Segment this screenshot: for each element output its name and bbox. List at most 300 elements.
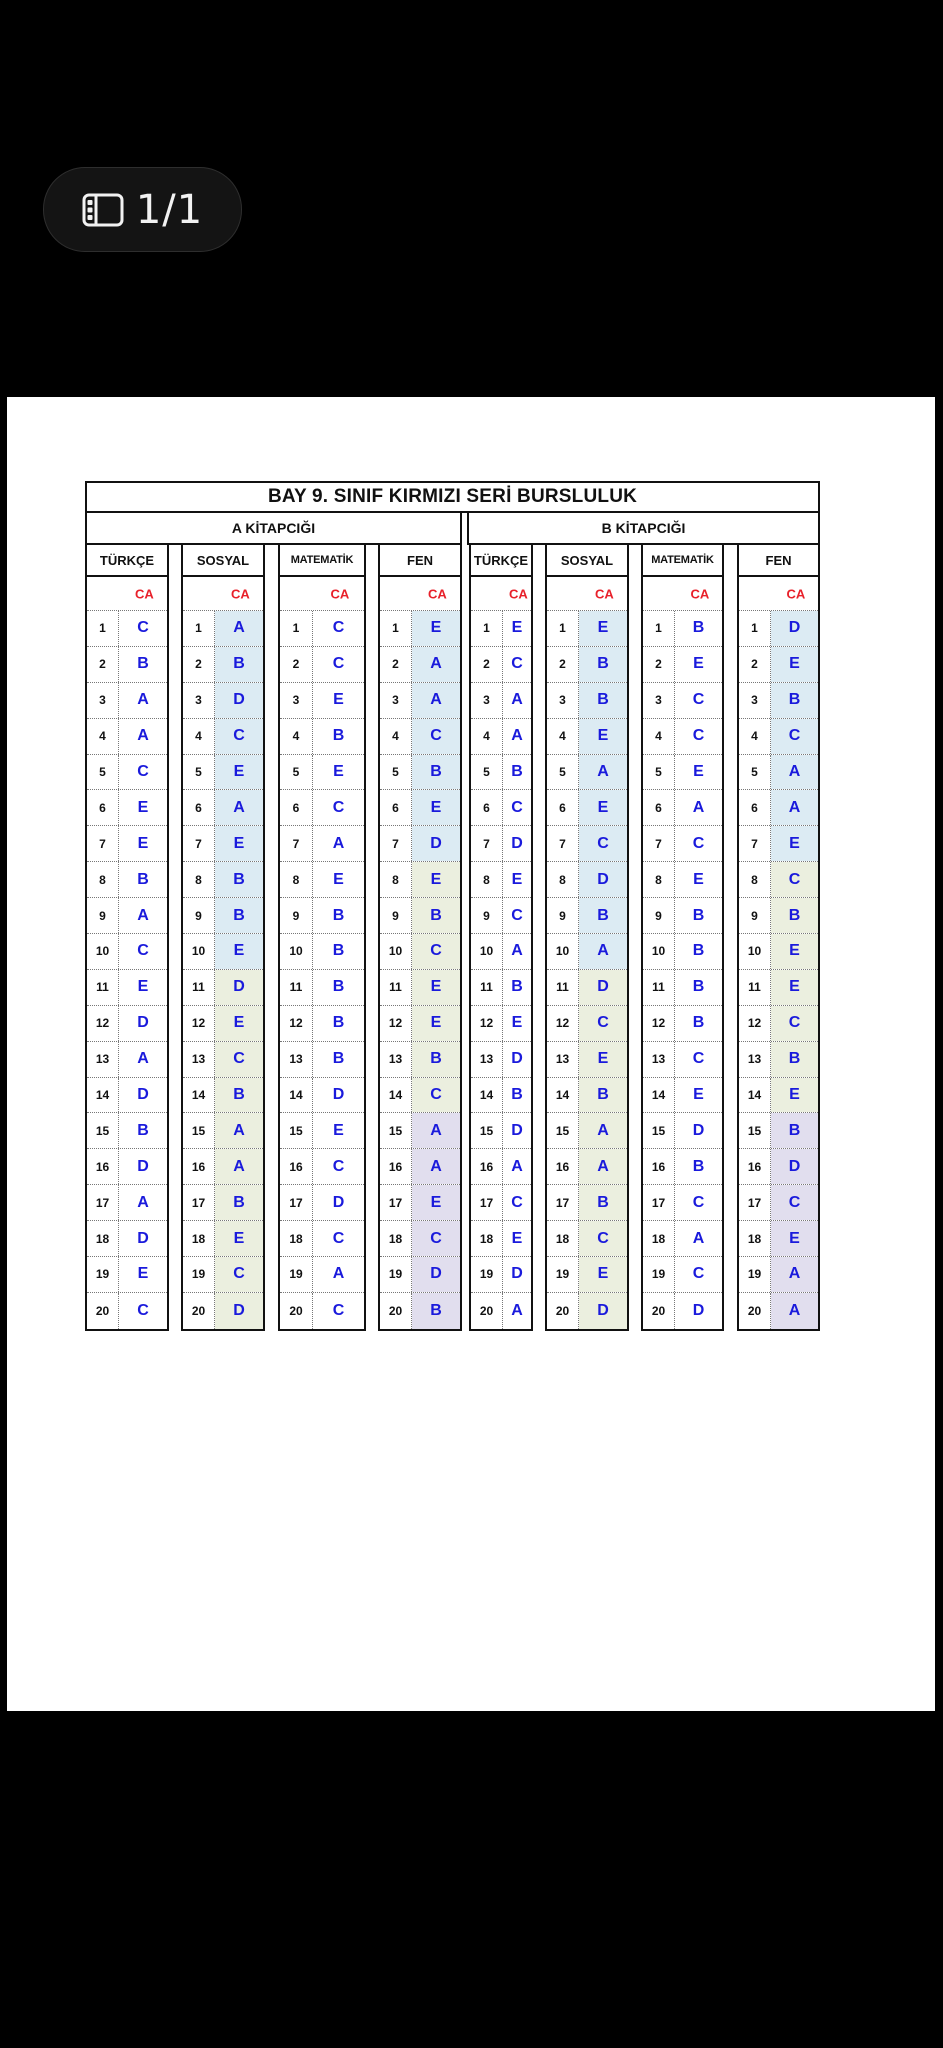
question-number: 6 (643, 790, 675, 825)
question-number: 12 (739, 1006, 771, 1041)
answer-row (739, 790, 818, 826)
question-number: 20 (87, 1293, 119, 1329)
question-number: 13 (643, 1042, 675, 1077)
answer-value: C (215, 1042, 263, 1077)
question-number: 1 (87, 611, 119, 646)
answer-value: B (332, 727, 345, 745)
answer-value: C (579, 826, 627, 861)
question-number: 6 (739, 790, 771, 825)
question-number: 20 (380, 1293, 412, 1329)
answer-value: A (692, 798, 705, 816)
answer-value: A (511, 691, 523, 709)
answer-label: CA (690, 586, 710, 601)
question-number: 9 (739, 898, 771, 933)
question-number: 2 (547, 647, 579, 682)
question-number: 20 (739, 1293, 771, 1329)
question-number: 7 (87, 826, 119, 861)
answer-row (87, 1006, 167, 1042)
question-number: 16 (643, 1149, 675, 1184)
question-number: 9 (280, 898, 313, 933)
answer-value: C (511, 655, 523, 673)
page-list-icon (82, 193, 124, 227)
answer-value: B (771, 683, 818, 718)
answer-row (471, 826, 531, 862)
answer-row (643, 826, 722, 862)
question-number: 12 (643, 1006, 675, 1041)
answer-value: B (579, 647, 627, 682)
answer-value: C (215, 719, 263, 754)
answer-label-row (87, 577, 167, 611)
booklet-a-header: A KİTAPCIĞI (85, 511, 462, 545)
question-number: 6 (183, 790, 215, 825)
question-number: 13 (380, 1042, 412, 1077)
answer-value: D (511, 1121, 523, 1139)
question-number: 1 (643, 611, 675, 646)
question-number: 17 (280, 1185, 313, 1220)
question-number: 9 (643, 898, 675, 933)
question-number: 11 (380, 970, 412, 1005)
answer-value: A (412, 1113, 460, 1148)
answer-row (643, 970, 722, 1006)
question-number: 14 (280, 1078, 313, 1113)
answer-row (643, 898, 722, 934)
answer-row (643, 1078, 722, 1114)
answer-value: B (692, 1157, 705, 1175)
answer-value: E (333, 1121, 344, 1139)
answer-row (280, 1006, 364, 1042)
answer-row (183, 1078, 263, 1114)
question-number: 1 (547, 611, 579, 646)
answer-row (183, 1257, 263, 1293)
answer-label-row (183, 577, 263, 611)
answer-row (380, 1185, 460, 1221)
answer-row (739, 826, 818, 862)
answer-value: E (579, 790, 627, 825)
answer-value: E (137, 834, 149, 852)
answer-value: D (511, 1265, 523, 1283)
answer-value: B (692, 619, 705, 637)
answer-value: C (771, 719, 818, 754)
question-number: 10 (280, 934, 313, 969)
answer-row (471, 755, 531, 791)
answer-value: E (333, 763, 344, 780)
answer-value: C (771, 1185, 818, 1220)
question-number: 4 (183, 719, 215, 754)
answer-value: B (771, 1113, 818, 1148)
answer-row (739, 1042, 818, 1078)
question-number: 2 (471, 647, 503, 682)
question-number: 15 (643, 1113, 675, 1148)
answer-row (183, 1006, 263, 1042)
answer-row (471, 611, 531, 647)
answer-row (87, 862, 167, 898)
subject-header: MATEMATİK (643, 545, 722, 577)
answer-value: C (412, 1221, 460, 1256)
answer-row (471, 970, 531, 1006)
answer-value: B (137, 1121, 149, 1139)
answer-value: E (215, 755, 263, 790)
answer-value: A (412, 683, 460, 718)
question-number: 8 (547, 862, 579, 897)
answer-value: C (137, 619, 149, 637)
question-number: 18 (380, 1221, 412, 1256)
answer-row (739, 1006, 818, 1042)
question-number: 2 (643, 647, 675, 682)
answer-value: C (771, 1006, 818, 1041)
answer-label: CA (330, 586, 350, 601)
answer-row (547, 719, 627, 755)
answer-value: E (412, 611, 460, 646)
answer-row (739, 683, 818, 719)
answer-row (183, 790, 263, 826)
answer-row (380, 826, 460, 862)
answer-row (643, 683, 722, 719)
answer-row (643, 719, 722, 755)
answer-row (87, 934, 167, 970)
answer-value: A (412, 1149, 460, 1184)
answer-value: A (215, 1149, 263, 1184)
answer-value: E (693, 763, 704, 780)
question-number: 5 (547, 755, 579, 790)
answer-value: D (771, 1149, 818, 1184)
answer-value: C (332, 1301, 345, 1319)
answer-row (643, 862, 722, 898)
answer-value: A (579, 1113, 627, 1148)
answer-value: A (137, 1193, 149, 1211)
answer-row (471, 1185, 531, 1221)
answer-value: D (215, 683, 263, 718)
subject-header: TÜRKÇE (471, 545, 531, 577)
answer-value: A (332, 1265, 345, 1283)
answer-row (739, 1293, 818, 1329)
answer-value: A (332, 834, 345, 852)
answer-value: B (137, 870, 149, 888)
question-number: 2 (183, 647, 215, 682)
question-number: 15 (87, 1113, 119, 1148)
answer-value: D (412, 826, 460, 861)
answer-value: E (511, 1229, 523, 1247)
question-number: 2 (87, 647, 119, 682)
question-number: 6 (547, 790, 579, 825)
answer-row (280, 1042, 364, 1078)
answer-value: C (692, 1193, 705, 1211)
answer-row (87, 719, 167, 755)
question-number: 4 (280, 719, 313, 754)
question-number: 16 (87, 1149, 119, 1184)
answer-value: E (579, 611, 627, 646)
question-number: 5 (739, 755, 771, 790)
question-number: 3 (380, 683, 412, 718)
subject-header: FEN (380, 545, 460, 577)
answer-row (739, 719, 818, 755)
question-number: 6 (471, 790, 503, 825)
answer-row (183, 1113, 263, 1149)
answer-value: E (511, 619, 523, 637)
answer-value: D (137, 1086, 149, 1104)
question-number: 18 (739, 1221, 771, 1256)
answer-row (380, 1293, 460, 1329)
answer-value: D (692, 1121, 705, 1139)
question-number: 17 (739, 1185, 771, 1220)
answer-row (280, 1078, 364, 1114)
answer-row (280, 719, 364, 755)
answer-label: CA (509, 586, 528, 601)
question-number: 10 (380, 934, 412, 969)
question-number: 4 (739, 719, 771, 754)
answer-value: E (137, 1265, 149, 1283)
subject-header: MATEMATİK (280, 545, 364, 577)
answer-value: A (215, 1113, 263, 1148)
answer-row (643, 1042, 722, 1078)
answer-value: C (511, 906, 523, 924)
question-number: 6 (87, 790, 119, 825)
answer-row (471, 1221, 531, 1257)
question-number: 17 (547, 1185, 579, 1220)
question-number: 8 (739, 862, 771, 897)
question-number: 12 (280, 1006, 313, 1041)
answer-row (183, 683, 263, 719)
question-number: 10 (547, 934, 579, 969)
answer-row (547, 1293, 627, 1329)
answer-value: D (215, 1293, 263, 1329)
answer-label-row (471, 577, 531, 611)
answer-row (643, 1006, 722, 1042)
answer-row (280, 826, 364, 862)
subject-block-b-2 (641, 543, 724, 1331)
answer-value: B (332, 1014, 345, 1032)
answer-row (280, 611, 364, 647)
answer-value: E (333, 691, 344, 709)
answer-value: E (412, 1185, 460, 1220)
question-number: 18 (547, 1221, 579, 1256)
question-number: 10 (471, 934, 503, 969)
question-number: 20 (280, 1293, 313, 1329)
answer-row (471, 1006, 531, 1042)
answer-row (183, 1221, 263, 1257)
answer-value: B (692, 1014, 705, 1032)
answer-row (183, 719, 263, 755)
answer-label-row (643, 577, 722, 611)
answer-row (739, 1221, 818, 1257)
sheet-title: BAY 9. SINIF KIRMIZI SERİ BURSLULUK (85, 481, 820, 513)
answer-row (739, 1113, 818, 1149)
answer-row (280, 1113, 364, 1149)
question-number: 15 (471, 1113, 503, 1148)
answer-value: C (332, 1229, 345, 1247)
question-number: 5 (87, 755, 119, 790)
answer-value: A (511, 1301, 523, 1319)
answer-row (380, 790, 460, 826)
question-number: 1 (739, 611, 771, 646)
question-number: 13 (280, 1042, 313, 1077)
question-number: 18 (471, 1221, 503, 1256)
question-number: 13 (471, 1042, 503, 1077)
answer-row (183, 934, 263, 970)
answer-row (280, 1293, 364, 1329)
answer-row (87, 826, 167, 862)
question-number: 2 (280, 647, 313, 682)
question-number: 5 (643, 755, 675, 790)
answer-value: B (332, 906, 345, 924)
answer-row (471, 1042, 531, 1078)
question-number: 19 (87, 1257, 119, 1292)
question-number: 3 (87, 683, 119, 718)
question-number: 9 (471, 898, 503, 933)
answer-value: B (332, 978, 345, 996)
answer-row (87, 898, 167, 934)
answer-value: C (332, 798, 345, 816)
question-number: 13 (739, 1042, 771, 1077)
answer-row (87, 1113, 167, 1149)
answer-row (183, 862, 263, 898)
answer-value: E (693, 655, 704, 673)
question-number: 4 (643, 719, 675, 754)
answer-value: B (215, 898, 263, 933)
answer-value: D (579, 970, 627, 1005)
answer-row (547, 1149, 627, 1185)
answer-label-row (739, 577, 818, 611)
answer-value: A (511, 727, 523, 745)
answer-row (547, 1257, 627, 1293)
question-number: 19 (471, 1257, 503, 1292)
question-number: 5 (471, 755, 503, 790)
question-number: 14 (547, 1078, 579, 1113)
answer-value: D (332, 1086, 345, 1104)
answer-value: A (511, 1157, 523, 1175)
answer-label-row (380, 577, 460, 611)
answer-value: C (692, 691, 705, 709)
answer-row (380, 1113, 460, 1149)
answer-value: B (692, 978, 705, 996)
question-number: 1 (380, 611, 412, 646)
answer-row (183, 647, 263, 683)
question-number: 11 (280, 970, 313, 1005)
answer-row (547, 1078, 627, 1114)
question-number: 19 (183, 1257, 215, 1292)
answer-value: D (137, 1014, 149, 1032)
question-number: 16 (547, 1149, 579, 1184)
subject-header: FEN (739, 545, 818, 577)
question-number: 15 (280, 1113, 313, 1148)
answer-row (547, 1221, 627, 1257)
answer-row (471, 790, 531, 826)
answer-value: B (511, 763, 523, 780)
answer-value: A (137, 906, 149, 924)
subject-header: TÜRKÇE (87, 545, 167, 577)
answer-value: E (215, 826, 263, 861)
answer-row (87, 1257, 167, 1293)
question-number: 18 (643, 1221, 675, 1256)
answer-value: D (771, 611, 818, 646)
question-number: 15 (183, 1113, 215, 1148)
question-number: 16 (739, 1149, 771, 1184)
answer-value: A (771, 1293, 818, 1329)
answer-value: A (215, 790, 263, 825)
answer-value: C (412, 934, 460, 969)
answer-row (280, 1257, 364, 1293)
question-number: 10 (183, 934, 215, 969)
question-number: 12 (183, 1006, 215, 1041)
answer-row (87, 970, 167, 1006)
question-number: 11 (87, 970, 119, 1005)
answer-row (739, 1257, 818, 1293)
answer-row (87, 1078, 167, 1114)
question-number: 9 (380, 898, 412, 933)
question-number: 7 (183, 826, 215, 861)
answer-row (547, 826, 627, 862)
question-number: 17 (183, 1185, 215, 1220)
question-number: 14 (471, 1078, 503, 1113)
answer-value: B (692, 906, 705, 924)
question-number: 11 (547, 970, 579, 1005)
answer-value: D (215, 970, 263, 1005)
question-number: 11 (471, 970, 503, 1005)
question-number: 5 (380, 755, 412, 790)
answer-value: E (215, 934, 263, 969)
answer-value: A (771, 1257, 818, 1292)
answer-row (643, 934, 722, 970)
answer-label: CA (428, 586, 447, 601)
answer-row (380, 934, 460, 970)
question-number: 16 (380, 1149, 412, 1184)
answer-value: C (692, 727, 705, 745)
answer-value: E (579, 719, 627, 754)
answer-row (643, 1113, 722, 1149)
answer-row (183, 826, 263, 862)
answer-row (643, 1149, 722, 1185)
answer-value: C (332, 655, 345, 673)
subject-block-a-0 (85, 543, 169, 1331)
question-number: 6 (380, 790, 412, 825)
question-number: 15 (547, 1113, 579, 1148)
answer-row (280, 934, 364, 970)
question-number: 17 (380, 1185, 412, 1220)
subject-header: SOSYAL (547, 545, 627, 577)
answer-row (183, 1042, 263, 1078)
question-number: 12 (380, 1006, 412, 1041)
question-number: 5 (280, 755, 313, 790)
answer-value: A (137, 1050, 149, 1068)
question-number: 4 (87, 719, 119, 754)
question-number: 3 (739, 683, 771, 718)
answer-row (471, 1293, 531, 1329)
answer-row (87, 755, 167, 791)
answer-row (380, 970, 460, 1006)
question-number: 11 (643, 970, 675, 1005)
answer-row (280, 790, 364, 826)
answer-row (547, 898, 627, 934)
question-number: 18 (87, 1221, 119, 1256)
answer-row (380, 1006, 460, 1042)
page-indicator-badge[interactable] (43, 167, 242, 252)
question-number: 7 (280, 826, 313, 861)
question-number: 7 (547, 826, 579, 861)
question-number: 9 (183, 898, 215, 933)
answer-label: CA (135, 586, 154, 601)
answer-value: A (692, 1229, 705, 1247)
answer-value: A (137, 691, 149, 709)
answer-value: E (771, 934, 818, 969)
answer-label: CA (231, 586, 250, 601)
answer-row (643, 611, 722, 647)
subject-block-a-2 (278, 543, 366, 1331)
answer-row (471, 1078, 531, 1114)
answer-value: D (137, 1157, 149, 1175)
answer-row (280, 898, 364, 934)
subject-block-b-3 (737, 543, 820, 1331)
answer-value: B (511, 978, 523, 996)
answer-value: B (215, 1185, 263, 1220)
